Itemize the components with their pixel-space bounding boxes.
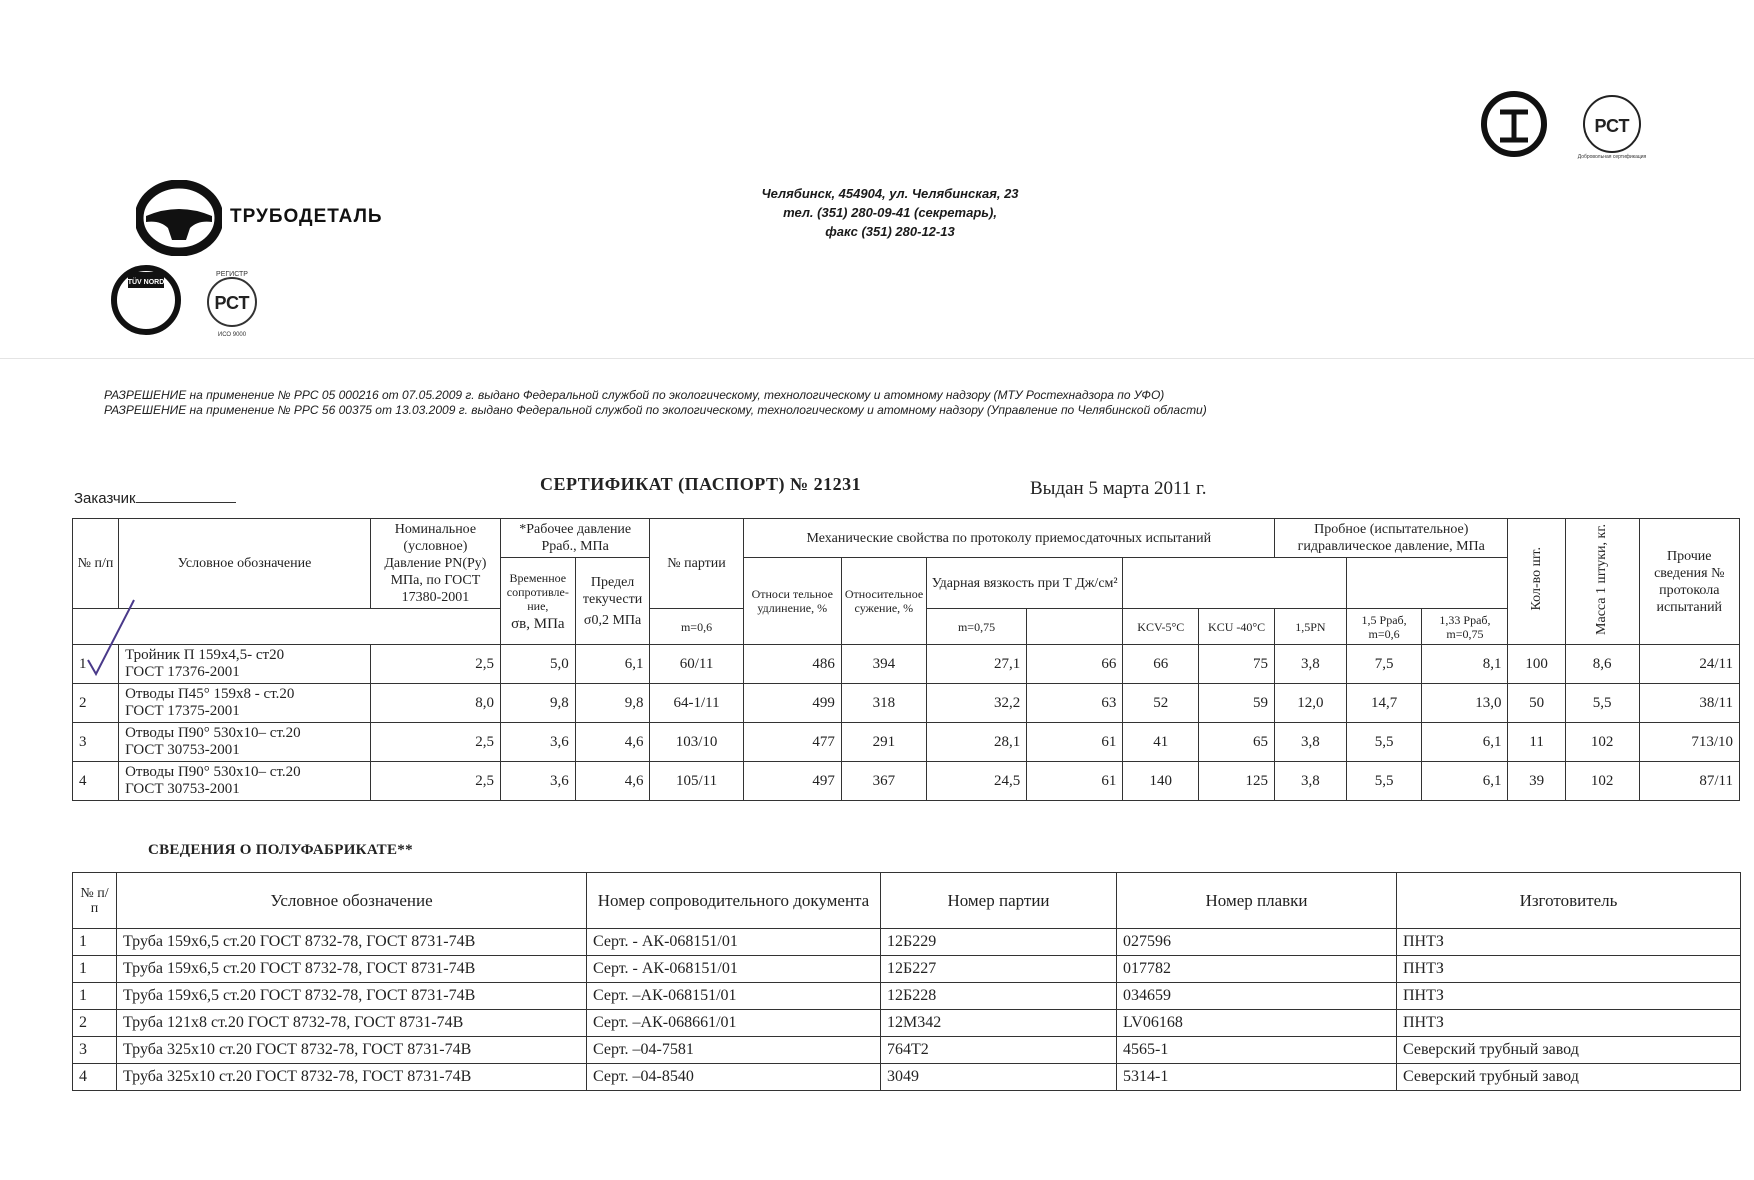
- semi-row-num: 4: [73, 1064, 117, 1091]
- row-batch: 64-1/11: [650, 684, 743, 723]
- certificate-issued-date: Выдан 5 марта 2011 г.: [1030, 478, 1207, 499]
- table-row: [73, 1064, 1741, 1091]
- col-elongation-header: Относи тельное удлинение, %: [743, 558, 841, 645]
- designation-line-1: Отводы П90° 530х10– ст.20: [125, 725, 301, 741]
- col-designation-header: Условное обозначение: [119, 519, 371, 609]
- row-yield: 291: [841, 723, 926, 762]
- permits-block: [104, 388, 1344, 418]
- tuv-nord-mark: [114, 268, 178, 332]
- row-tensile: 499: [743, 684, 841, 723]
- tensile-label: Временное сопротивле-ние,: [506, 571, 569, 613]
- row-num: 2: [73, 684, 119, 723]
- tensile-unit: σв, МПа: [511, 616, 565, 632]
- fax-line: факс (351) 280-12-13: [825, 224, 955, 239]
- row-tensile: 477: [743, 723, 841, 762]
- row-tp15: 7,5: [1346, 645, 1422, 684]
- row-w06: 5,0: [500, 645, 575, 684]
- row-mass: 8,6: [1565, 645, 1639, 684]
- batch-header-spacer: [1027, 609, 1123, 645]
- semi-col-num-header: № п/п: [73, 873, 117, 929]
- table-row: [73, 929, 1741, 956]
- col-impact-header: Ударная вязкость при Т Дж/см²: [926, 558, 1123, 609]
- row-elongation: 28,1: [926, 723, 1026, 762]
- row-other: 87/11: [1639, 762, 1739, 801]
- semi-row-designation: Труба 159х6,5 ст.20 ГОСТ 8732-78, ГОСТ 8731-74В: [117, 983, 587, 1010]
- row-qty: 39: [1508, 762, 1565, 801]
- semi-row-maker: ПНТЗ: [1397, 1010, 1741, 1037]
- row-contraction: 61: [1027, 762, 1123, 801]
- semi-row-batch: 12Б228: [881, 983, 1117, 1010]
- row-pn: 2,5: [370, 645, 500, 684]
- semi-row-designation: Труба 121х8 ст.20 ГОСТ 8732-78, ГОСТ 8731-74В: [117, 1010, 587, 1037]
- row-other: 24/11: [1639, 645, 1739, 684]
- row-mass: 102: [1565, 762, 1639, 801]
- semi-row-doc: Серт. –04-7581: [587, 1037, 881, 1064]
- col-tensile-header: [500, 558, 575, 645]
- row-pn: 2,5: [370, 762, 500, 801]
- row-elongation: 27,1: [926, 645, 1026, 684]
- row-tp133: 6,1: [1422, 762, 1508, 801]
- qty-header-text: Кол-во шт.: [1528, 547, 1544, 611]
- pct-text: РСТ: [214, 293, 250, 313]
- row-tensile: 486: [743, 645, 841, 684]
- tuv-mark-text: TÜV NORD: [127, 279, 165, 286]
- row-other: 713/10: [1639, 723, 1739, 762]
- address-line: Челябинск, 454904, ул. Челябинская, 23: [761, 186, 1019, 201]
- semi-row-batch: 3049: [881, 1064, 1117, 1091]
- col-qty-header: [1508, 519, 1565, 645]
- row-kcv: 140: [1123, 762, 1199, 801]
- iso-text: ИСО 9000: [217, 332, 247, 338]
- table-row: [73, 956, 1741, 983]
- row-mass: 102: [1565, 723, 1639, 762]
- semi-finished-table: [72, 872, 1741, 1091]
- designation-line-1: Отводы П90° 530х10– ст.20: [125, 764, 301, 780]
- row-tp15: 5,5: [1346, 762, 1422, 801]
- row-tp15: 14,7: [1346, 684, 1422, 723]
- row-designation: [119, 723, 371, 762]
- row-yield: 318: [841, 684, 926, 723]
- col-tp15-header: 1,5 Рраб, m=0,6: [1346, 609, 1422, 645]
- semi-row-batch: 12Б227: [881, 956, 1117, 983]
- semi-row-maker: ПНТЗ: [1397, 956, 1741, 983]
- col-m075-header: m=0,75: [926, 609, 1026, 645]
- semi-row-heat: 017782: [1117, 956, 1397, 983]
- designation-line-1: Тройник П 159х4,5- ст20: [125, 647, 285, 663]
- row-pn: 8,0: [370, 684, 500, 723]
- row-designation: [119, 684, 371, 723]
- row-elongation: 24,5: [926, 762, 1026, 801]
- col-nominal-pressure-header: Номинальное (условное) Давление PN(Py) МПа, по ГОСТ 17380-2001: [370, 519, 500, 609]
- row-qty: 100: [1508, 645, 1565, 684]
- row-batch: 60/11: [650, 645, 743, 684]
- row-designation: [119, 645, 371, 684]
- certification-marks: [108, 262, 278, 338]
- semi-row-doc: Серт. –АК-068151/01: [587, 983, 881, 1010]
- row-w075: 4,6: [575, 723, 650, 762]
- row-kcv: 66: [1123, 645, 1199, 684]
- designation-line-2: ГОСТ 30753-2001: [125, 742, 240, 758]
- row-other: 38/11: [1639, 684, 1739, 723]
- semi-row-heat: 034659: [1117, 983, 1397, 1010]
- row-num: 3: [73, 723, 119, 762]
- semi-finished-title: СВЕДЕНИЯ О ПОЛУФАБРИКАТЕ**: [148, 842, 413, 858]
- col-kcv-header: KCV-5°C: [1123, 609, 1199, 645]
- col-mechanical-header: Механические свойства по протоколу приемосдаточных испытаний: [743, 519, 1274, 558]
- col-mass-header: [1565, 519, 1639, 645]
- row-contraction: 63: [1027, 684, 1123, 723]
- col-m06-header: m=0,6: [650, 609, 743, 645]
- semi-row-doc: Серт. - АК-068151/01: [587, 929, 881, 956]
- semi-header-row: [73, 873, 1741, 929]
- row-tp133: 13,0: [1422, 684, 1508, 723]
- row-qty: 50: [1508, 684, 1565, 723]
- row-qty: 11: [1508, 723, 1565, 762]
- row-kcu: 59: [1199, 684, 1275, 723]
- row-tensile: 497: [743, 762, 841, 801]
- col-num-header: № п/п: [73, 519, 119, 609]
- col-tp15pn-header: 1,5PN: [1275, 609, 1347, 645]
- customer-field: [74, 490, 236, 507]
- company-address: [650, 184, 1130, 241]
- designation-line-2: ГОСТ 17375-2001: [125, 703, 240, 719]
- row-kcv: 52: [1123, 684, 1199, 723]
- check-mark-icon: [82, 598, 142, 680]
- registry-mark: [208, 271, 256, 338]
- semi-col-batch-header: Номер партии: [881, 873, 1117, 929]
- row-tp15pn: 12,0: [1275, 684, 1347, 723]
- semi-row-batch: 12М342: [881, 1010, 1117, 1037]
- row-w06: 3,6: [500, 723, 575, 762]
- designation-line-2: ГОСТ 30753-2001: [125, 781, 240, 797]
- row-kcu: 75: [1199, 645, 1275, 684]
- certificate-table: [72, 518, 1740, 801]
- semi-row-num: 1: [73, 956, 117, 983]
- table-row: [73, 1037, 1741, 1064]
- semi-row-heat: 027596: [1117, 929, 1397, 956]
- semi-row-batch: 764Т2: [881, 1037, 1117, 1064]
- row-designation: [119, 762, 371, 801]
- col-test-pressure-header: Пробное (испытательное) гидравлическое давление, МПа: [1275, 519, 1508, 558]
- row-w075: 4,6: [575, 762, 650, 801]
- row-tp133: 6,1: [1422, 723, 1508, 762]
- customer-blank-line: [136, 491, 236, 503]
- row-contraction: 66: [1027, 645, 1123, 684]
- test-pressure-spacer: [1123, 558, 1346, 609]
- semi-row-num: 1: [73, 929, 117, 956]
- semi-col-designation-header: Условное обозначение: [117, 873, 587, 929]
- row-kcu: 125: [1199, 762, 1275, 801]
- voluntary-pct-text: РСТ: [1594, 116, 1630, 136]
- certificate-title: СЕРТИФИКАТ (ПАСПОРТ) № 21231: [540, 474, 862, 494]
- permit-line-2: РАЗРЕШЕНИЕ на применение № РРС 56 00375 от 13.03.2009 г. выдано Федеральной службой по экологическому, технологическому и атомному надзору (Управление по Челябинской области): [104, 403, 1207, 417]
- semi-row-designation: Труба 159х6,5 ст.20 ГОСТ 8732-78, ГОСТ 8731-74В: [117, 956, 587, 983]
- row-elongation: 32,2: [926, 684, 1026, 723]
- semi-row-num: 3: [73, 1037, 117, 1064]
- table-row: [73, 723, 1740, 762]
- semi-row-heat: 5314-1: [1117, 1064, 1397, 1091]
- row-yield: 394: [841, 645, 926, 684]
- top-right-marks: [1476, 88, 1656, 160]
- table-row: [73, 762, 1740, 801]
- row-w075: 6,1: [575, 645, 650, 684]
- table-row: [73, 684, 1740, 723]
- voluntary-text: Добровольная сертификация: [1577, 154, 1647, 160]
- row-w075: 9,8: [575, 684, 650, 723]
- col-yield-header: [575, 558, 650, 645]
- col-other-header: Прочие сведения № протокола испытаний: [1639, 519, 1739, 645]
- permit-line-1: РАЗРЕШЕНИЕ на применение № РРС 05 000216 от 07.05.2009 г. выдано Федеральной службой по экологическому, технологическому и атомному надзору (МТУ Ростехнадзора по УФО): [104, 388, 1165, 402]
- row-tp15pn: 3,8: [1275, 723, 1347, 762]
- row-contraction: 61: [1027, 723, 1123, 762]
- semi-row-doc: Серт. –04-8540: [587, 1064, 881, 1091]
- table-row: [73, 1010, 1741, 1037]
- semi-row-maker: Северский трубный завод: [1397, 1037, 1741, 1064]
- row-kcv: 41: [1123, 723, 1199, 762]
- col-batch-header: № партии: [650, 519, 743, 609]
- mass-header-text: Масса 1 штуки, кг.: [1594, 523, 1610, 635]
- company-emblem-icon: [136, 180, 222, 256]
- phone-line: тел. (351) 280-09-41 (секретарь),: [783, 205, 997, 220]
- row-w06: 9,8: [500, 684, 575, 723]
- row-tp15pn: 3,8: [1275, 762, 1347, 801]
- voluntary-cert-mark: [1578, 96, 1647, 160]
- semi-row-heat: 4565-1: [1117, 1037, 1397, 1064]
- row-batch: 103/10: [650, 723, 743, 762]
- semi-row-maker: ПНТЗ: [1397, 983, 1741, 1010]
- row-w06: 3,6: [500, 762, 575, 801]
- semi-row-doc: Серт. - АК-068151/01: [587, 956, 881, 983]
- row-kcu: 65: [1199, 723, 1275, 762]
- row-num: 4: [73, 762, 119, 801]
- yield-unit: σ0,2 МПа: [583, 612, 642, 628]
- semi-row-maker: ПНТЗ: [1397, 929, 1741, 956]
- row-yield: 367: [841, 762, 926, 801]
- table-row: [73, 645, 1740, 684]
- semi-row-heat: LV06168: [1117, 1010, 1397, 1037]
- row-tp15pn: 3,8: [1275, 645, 1347, 684]
- company-name: ТРУБОДЕТАЛЬ: [230, 206, 383, 227]
- semi-col-doc-header: Номер сопроводительного документа: [587, 873, 881, 929]
- semi-row-doc: Серт. –АК-068661/01: [587, 1010, 881, 1037]
- semi-row-designation: Труба 159х6,5 ст.20 ГОСТ 8732-78, ГОСТ 8731-74В: [117, 929, 587, 956]
- row-pn: 2,5: [370, 723, 500, 762]
- row-tp133: 8,1: [1422, 645, 1508, 684]
- table-row: [73, 983, 1741, 1010]
- header-divider: [0, 358, 1754, 359]
- customer-label: Заказчик: [74, 490, 136, 507]
- designation-line-2: ГОСТ 17376-2001: [125, 664, 240, 680]
- semi-col-maker-header: Изготовитель: [1397, 873, 1741, 929]
- designation-line-1: Отводы П45° 159х8 - ст.20: [125, 686, 295, 702]
- semi-col-heat-header: Номер плавки: [1117, 873, 1397, 929]
- company-logo: [136, 180, 436, 256]
- col-kcu-header: KCU -40°C: [1199, 609, 1275, 645]
- col-working-pressure-header: *Рабочее давление Рраб., МПа: [500, 519, 649, 558]
- row-mass: 5,5: [1565, 684, 1639, 723]
- row-tp15: 5,5: [1346, 723, 1422, 762]
- col-contraction-header: Относительное сужение, %: [841, 558, 926, 645]
- row-num: 1: [73, 645, 119, 684]
- semi-row-num: 2: [73, 1010, 117, 1037]
- semi-row-designation: Труба 325х10 ст.20 ГОСТ 8732-78, ГОСТ 8731-74В: [117, 1064, 587, 1091]
- col-tp133-header: 1,33 Рраб, m=0,75: [1422, 609, 1508, 645]
- semi-row-num: 1: [73, 983, 117, 1010]
- semi-row-designation: Труба 325х10 ст.20 ГОСТ 8732-78, ГОСТ 8731-74В: [117, 1037, 587, 1064]
- gost-mark-icon: [1484, 94, 1544, 154]
- semi-row-maker: Северский трубный завод: [1397, 1064, 1741, 1091]
- row-batch: 105/11: [650, 762, 743, 801]
- semi-row-batch: 12Б229: [881, 929, 1117, 956]
- main-header-row-1: [73, 519, 1740, 558]
- registry-text: РЕГИСТР: [216, 271, 248, 278]
- yield-label: Предел текучести: [582, 574, 643, 607]
